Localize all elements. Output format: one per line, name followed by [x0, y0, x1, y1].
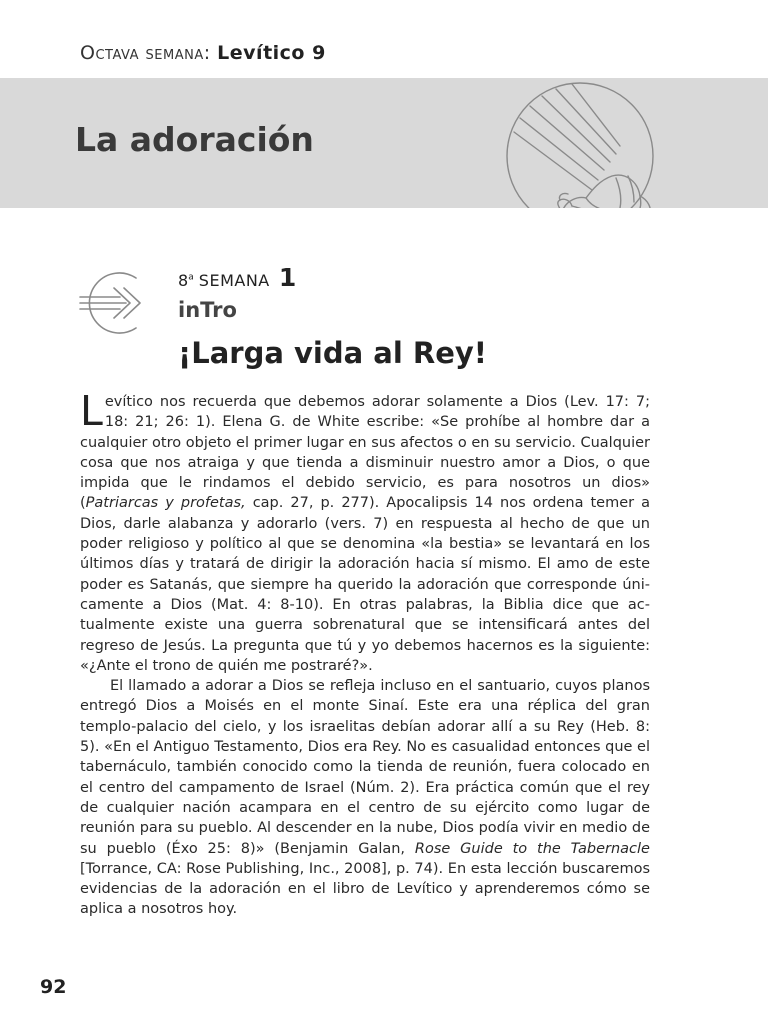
week-ordinal: 8$^a$: [178, 271, 194, 290]
week-label: [178, 263, 296, 292]
week-word: SEMANA: [198, 271, 270, 290]
paragraph-2: El llamado a adorar a Dios se refleja incluso en el santuario, cuyos planos entregó Dios a Moisés en el monte Sinaí. Este era una réplica del gran templo-palacio del cielo, y los israelitas debían adorar allí a su Rey (Heb. 8: 5). «En el Antiguo Testamento, Dios era Rey. No es casualidad entonces que el tabernáculo, también conocido como la tienda de reunión, fuera colocado en el centro del campamento de Israel (Núm. 2). Era práctica común que el rey de cualquier nación acampara en el centro de su ejército como lugar de reunión para su pueblo. Al descender en la nube, Dios podía vivir en medio de su pueblo (Éxo 25: 8)» (Benjamin Galan, Rose Guide to the Tabernacle [Torrance, CA: Rose Publishing, Inc., 2008], p. 74). En esta lección buscaremos evidencias de la adoración en el libro de Levítico y aprenderemos cómo se aplica a nosotros hoy.: [80, 678, 650, 918]
section-label: inTro: [178, 298, 237, 322]
citation-title: Patriarcas y profetas,: [85, 495, 246, 512]
kneeling-worshipper-icon: [500, 78, 660, 208]
arrow-right-circle-icon: [76, 270, 158, 336]
paragraph-1: Levítico nos recuerda que debemos adorar solamente a Dios (Lev. 17: 7; 18: 21; 26: 1). Elena G. de White escribe: «Se prohíbe al hombre dar a cualquier otro objeto el primer lugar en sus afectos o en su servicio. Cualquier cosa que nos atraiga y que tienda a disminuir nuestro amor a Dios, o que impida que le rindamos el debido servicio, es para nosotros un dios» (Patriarcas y profetas, cap. 27, p. 277). Apocalipsis 14 nos ordena temer a Dios, darle alabanza y adorarlo (vers. 7) en respuesta al hecho de que un poder religioso y político al que se denomina «la bestia» se levantará en los últimos días y tratará de dirigir la adoración hacia sí mismo. El amo de este poder es Satanás, que siempre ha querido la adoración que corresponde únicamente a Dios (Mat. 4: 8-10). En otras palabras, la Biblia dice que actualmente existe una guerra sobrenatural que se intensificará antes del regreso de Jesús. La pregunta que tú y yo debemos hacernos es la siguiente: «¿Ante el trono de quién me postraré?».: [80, 387, 650, 674]
lesson-title: La adoración: [75, 120, 314, 159]
citation-title: Rose Guide to the Tabernacle: [414, 840, 650, 857]
body-text: [80, 387, 650, 920]
page-number: 92: [40, 976, 67, 998]
day-number: 1: [278, 263, 297, 292]
running-head-separator: :: [203, 42, 211, 64]
running-head-prefix: Octava semana: [80, 42, 204, 64]
running-head: [80, 42, 326, 64]
lesson-heading: ¡Larga vida al Rey!: [178, 336, 488, 370]
drop-cap: L: [80, 387, 103, 435]
title-band: [0, 78, 768, 208]
running-head-passage: Levítico 9: [217, 42, 326, 64]
